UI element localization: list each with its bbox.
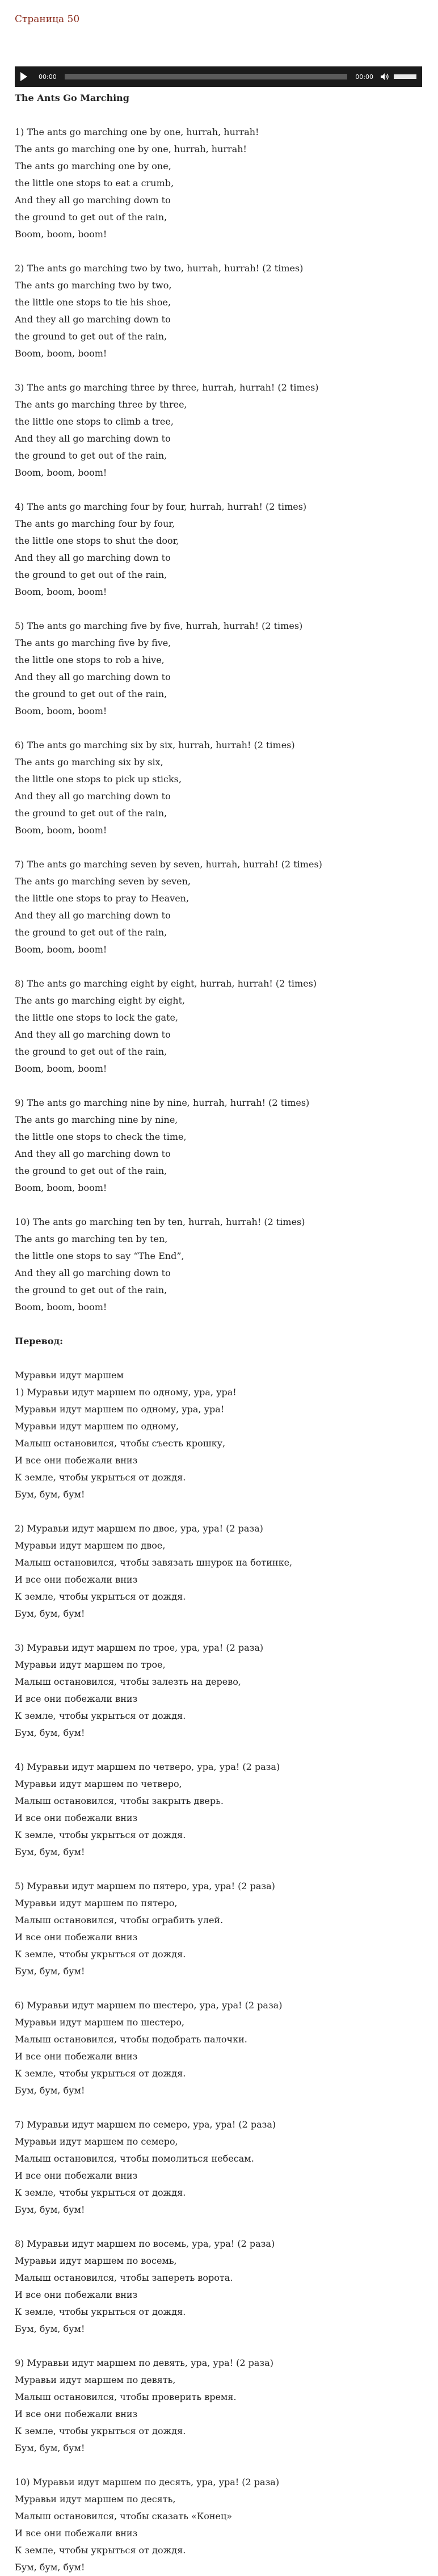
lyric-line: The ants go marching nine by nine, [15, 1114, 178, 1125]
translation-line: 2) Муравьи идут маршем по двое, ура, ура! (2 раза) [15, 1523, 263, 1534]
translation-line: 4) Муравьи идут маршем по четверо, ура, ура! (2 раза) [15, 1761, 280, 1772]
translation-line: К земле, чтобы укрыться от дождя. [15, 1830, 186, 1840]
lyric-line: the little one stops to climb a tree, [15, 416, 174, 427]
translation-line: Муравьи идут маршем по одному, ура, ура! [15, 1404, 225, 1415]
lyric-line: And they all go marching down to [15, 1268, 171, 1278]
lyric-line: the ground to get out of the rain, [15, 1046, 167, 1057]
lyric-line: Boom, boom, boom! [15, 944, 107, 955]
translation-line: Малыш остановился, чтобы сказать «Конец» [15, 2511, 233, 2522]
translation-line: И все они побежали вниз [15, 1574, 138, 1585]
translation-line: 6) Муравьи идут маршем по шестеро, ура, ура! (2 раза) [15, 2000, 283, 2011]
lyric-line: Boom, boom, boom! [15, 467, 107, 478]
translation-line: 10) Муравьи идут маршем по десять, ура, ура! (2 раза) [15, 2477, 280, 2487]
translation-line: И все они побежали вниз [15, 2289, 138, 2300]
translation-line: К земле, чтобы укрыться от дождя. [15, 2545, 186, 2556]
translation-line: 8) Муравьи идут маршем по восемь, ура, ура! (2 раза) [15, 2238, 275, 2249]
translation-line: 9) Муравьи идут маршем по девять, ура, ура! (2 раза) [15, 2357, 273, 2368]
lyric-line: And they all go marching down to [15, 552, 171, 563]
translation-line: И все они побежали вниз [15, 1455, 138, 1466]
lyric-line: And they all go marching down to [15, 1029, 171, 1040]
lyric-line: the ground to get out of the rain, [15, 569, 167, 580]
lyric-line: And they all go marching down to [15, 195, 171, 205]
translation-line: Малыш остановился, чтобы проверить время. [15, 2392, 237, 2402]
spacer [15, 2099, 423, 2116]
translation-line: Малыш остановился, чтобы ограбить улей. [15, 1915, 224, 1925]
lyric-line: the little one stops to shut the door, [15, 535, 179, 546]
duration: 00:00 [355, 73, 373, 81]
translation-line: Муравьи идут маршем по шестеро, [15, 2017, 184, 2028]
lyric-line: The ants go marching five by five, [15, 637, 171, 648]
progress-rail[interactable] [65, 74, 348, 79]
lyric-line: the ground to get out of the rain, [15, 689, 167, 699]
spacer [15, 481, 423, 498]
translation-line: К земле, чтобы укрыться от дождя. [15, 1949, 186, 1960]
lyric-line: the ground to get out of the rain, [15, 1285, 167, 1295]
spacer [15, 243, 423, 260]
translation-line: Бум, бум, бум! [15, 2323, 85, 2334]
translation-line: 5) Муравьи идут маршем по пятеро, ура, ура! (2 раза) [15, 1881, 275, 1891]
spacer [15, 720, 423, 737]
lyric-line: The ants go marching three by three, [15, 399, 187, 410]
lyric-line: Boom, boom, boom! [15, 1063, 107, 1074]
lyric-line: 2) The ants go marching two by two, hurrah, hurrah! (2 times) [15, 263, 304, 274]
translation-line: К земле, чтобы укрыться от дождя. [15, 1472, 186, 1483]
lyric-line: 1) The ants go marching one by one, hurrah, hurrah! [15, 127, 259, 137]
play-icon[interactable] [20, 72, 27, 81]
translation-line: И все они побежали вниз [15, 1932, 138, 1943]
lyric-line: Boom, boom, boom! [15, 1302, 107, 1312]
lyrics-content [15, 90, 423, 2576]
lyric-line: The ants go marching eight by eight, [15, 995, 186, 1006]
translation-line: К земле, чтобы укрыться от дождя. [15, 1591, 186, 1602]
lyric-line: the ground to get out of the rain, [15, 927, 167, 938]
translation-line: Малыш остановился, чтобы залезть на дерево, [15, 1676, 241, 1687]
lyric-line: The ants go marching ten by ten, [15, 1234, 168, 1244]
translation-line: И все они побежали вниз [15, 1693, 138, 1704]
current-time: 00:00 [39, 73, 57, 81]
translation-line: И все они побежали вниз [15, 1813, 138, 1823]
lyric-line: Boom, boom, boom! [15, 586, 107, 597]
lyric-line: the little one stops to lock the gate, [15, 1012, 179, 1023]
lyric-line: And they all go marching down to [15, 1148, 171, 1159]
translation-line: Бум, бум, бум! [15, 2443, 85, 2453]
translation-line: Малыш остановился, чтобы закрыть дверь. [15, 1795, 224, 1806]
spacer [15, 1316, 423, 1333]
lyric-line: And they all go marching down to [15, 791, 171, 802]
lyric-line: And they all go marching down to [15, 314, 171, 325]
lyric-line: And they all go marching down to [15, 672, 171, 682]
translation-line: Муравьи идут маршем по одному, [15, 1421, 179, 1432]
lyric-line: the little one stops to tie his shoe, [15, 297, 171, 308]
translation-line: Муравьи идут маршем по пятеро, [15, 1898, 178, 1908]
lyric-line: The ants go marching four by four, [15, 518, 175, 529]
lyric-line: 9) The ants go marching nine by nine, hurrah, hurrah! (2 times) [15, 1097, 310, 1108]
lyric-line: Boom, boom, boom! [15, 348, 107, 359]
spacer [15, 1742, 423, 1759]
translation-line: Муравьи идут маршем по десять, [15, 2494, 176, 2504]
translation-line: 3) Муравьи идут маршем по трое, ура, ура! (2 раза) [15, 1642, 264, 1653]
translation-line: Бум, бум, бум! [15, 2204, 85, 2215]
lyric-line: the little one stops to rob a hive, [15, 655, 165, 665]
spacer [15, 1503, 423, 1520]
translation-line: Малыш остановился, чтобы помолиться небесам. [15, 2153, 254, 2164]
translation-line: Бум, бум, бум! [15, 1727, 85, 1738]
lyric-line: the ground to get out of the rain, [15, 331, 167, 342]
translation-line: Бум, бум, бум! [15, 1489, 85, 1500]
lyric-line: 8) The ants go marching eight by eight, hurrah, hurrah! (2 times) [15, 978, 317, 989]
spacer [15, 362, 423, 379]
lyric-line: The ants go marching six by six, [15, 757, 163, 767]
translation-line: К земле, чтобы укрыться от дождя. [15, 1710, 186, 1721]
translation-line: 7) Муравьи идут маршем по семеро, ура, ура! (2 раза) [15, 2119, 276, 2130]
translation-line: И все они побежали вниз [15, 2409, 138, 2419]
translation-line: Муравьи идут маршем по семеро, [15, 2136, 178, 2147]
translation-line: К земле, чтобы укрыться от дождя. [15, 2306, 186, 2317]
translation-line: И все они побежали вниз [15, 2528, 138, 2539]
lyric-line: 5) The ants go marching five by five, hurrah, hurrah! (2 times) [15, 620, 303, 631]
translation-line: Муравьи идут маршем по двое, [15, 1540, 166, 1551]
lyric-line: the little one stops to say “The End”, [15, 1251, 184, 1261]
spacer [15, 1197, 423, 1214]
spacer [15, 958, 423, 975]
translation-line: Малыш остановился, чтобы съесть крошку, [15, 1438, 226, 1449]
lyric-line: 4) The ants go marching four by four, hurrah, hurrah! (2 times) [15, 501, 307, 512]
spacer [15, 1861, 423, 1878]
translation-line: К земле, чтобы укрыться от дождя. [15, 2187, 186, 2198]
lyric-line: the ground to get out of the rain, [15, 450, 167, 461]
audio-player [15, 66, 422, 87]
volume-icon[interactable] [380, 73, 389, 81]
lyric-line: Boom, boom, boom! [15, 825, 107, 836]
lyric-line: the little one stops to pray to Heaven, [15, 893, 189, 904]
lyric-line: And they all go marching down to [15, 433, 171, 444]
translation-line: И все они побежали вниз [15, 2170, 138, 2181]
spacer [15, 1077, 423, 1094]
lyric-line: The ants go marching one by one, hurrah, hurrah! [15, 144, 247, 154]
translation-line: Муравьи идут маршем по девять, [15, 2374, 176, 2385]
spacer [15, 2338, 423, 2355]
spacer [15, 601, 423, 618]
translation-line: Малыш остановился, чтобы подобрать палочки. [15, 2034, 247, 2045]
translation-line: И все они побежали вниз [15, 2051, 138, 2062]
song-title: The Ants Go Marching [15, 93, 129, 103]
spacer [15, 1350, 423, 1367]
translation-line: Муравьи идут маршем [15, 1370, 124, 1381]
translation-line: Муравьи идут маршем по четверо, [15, 1778, 182, 1789]
lyric-line: 6) The ants go marching six by six, hurrah, hurrah! (2 times) [15, 740, 295, 750]
lyric-line: The ants go marching seven by seven, [15, 876, 191, 887]
spacer [15, 839, 423, 856]
lyric-line: the little one stops to check the time, [15, 1131, 187, 1142]
translation-line: Муравьи идут маршем по трое, [15, 1659, 166, 1670]
lyric-line: And they all go marching down to [15, 910, 171, 921]
lyric-line: 10) The ants go marching ten by ten, hurrah, hurrah! (2 times) [15, 1216, 305, 1227]
translation-line: Бум, бум, бум! [15, 2085, 85, 2096]
translation-line: Бум, бум, бум! [15, 1608, 85, 1619]
spacer [15, 1622, 423, 1639]
translation-line: Бум, бум, бум! [15, 1847, 85, 1857]
lyric-line: 3) The ants go marching three by three, hurrah, hurrah! (2 times) [15, 382, 319, 393]
lyric-line: The ants go marching one by one, [15, 161, 171, 171]
translation-line: К земле, чтобы укрыться от дождя. [15, 2068, 186, 2079]
translation-line: Муравьи идут маршем по восемь, [15, 2255, 177, 2266]
lyric-line: The ants go marching two by two, [15, 280, 172, 291]
volume-slider[interactable] [394, 74, 416, 79]
spacer [15, 2218, 423, 2235]
spacer [15, 1980, 423, 1997]
page-link[interactable]: Страница 50 [15, 14, 80, 25]
lyric-line: the little one stops to eat a crumb, [15, 178, 174, 188]
translation-line: К земле, чтобы укрыться от дождя. [15, 2426, 186, 2436]
spacer [15, 107, 423, 124]
translation-line: Бум, бум, бум! [15, 1966, 85, 1977]
spacer [15, 2457, 423, 2474]
lyric-line: the ground to get out of the rain, [15, 212, 167, 223]
translation-line: Малыш остановился, чтобы завязать шнурок на ботинке, [15, 1557, 293, 1568]
lyric-line: Boom, boom, boom! [15, 706, 107, 716]
translation-line: 1) Муравьи идут маршем по одному, ура, ура! [15, 1387, 237, 1398]
translation-line: Малыш остановился, чтобы запереть ворота. [15, 2272, 233, 2283]
translation-line: Бум, бум, бум! [15, 2562, 85, 2573]
lyric-line: the ground to get out of the rain, [15, 1165, 167, 1176]
lyric-line: Boom, boom, boom! [15, 1182, 107, 1193]
lyric-line: the little one stops to pick up sticks, [15, 774, 182, 784]
lyric-line: Boom, boom, boom! [15, 229, 107, 240]
translation-heading: Перевод: [15, 1336, 64, 1346]
lyric-line: 7) The ants go marching seven by seven, hurrah, hurrah! (2 times) [15, 859, 322, 870]
lyric-line: the ground to get out of the rain, [15, 808, 167, 819]
